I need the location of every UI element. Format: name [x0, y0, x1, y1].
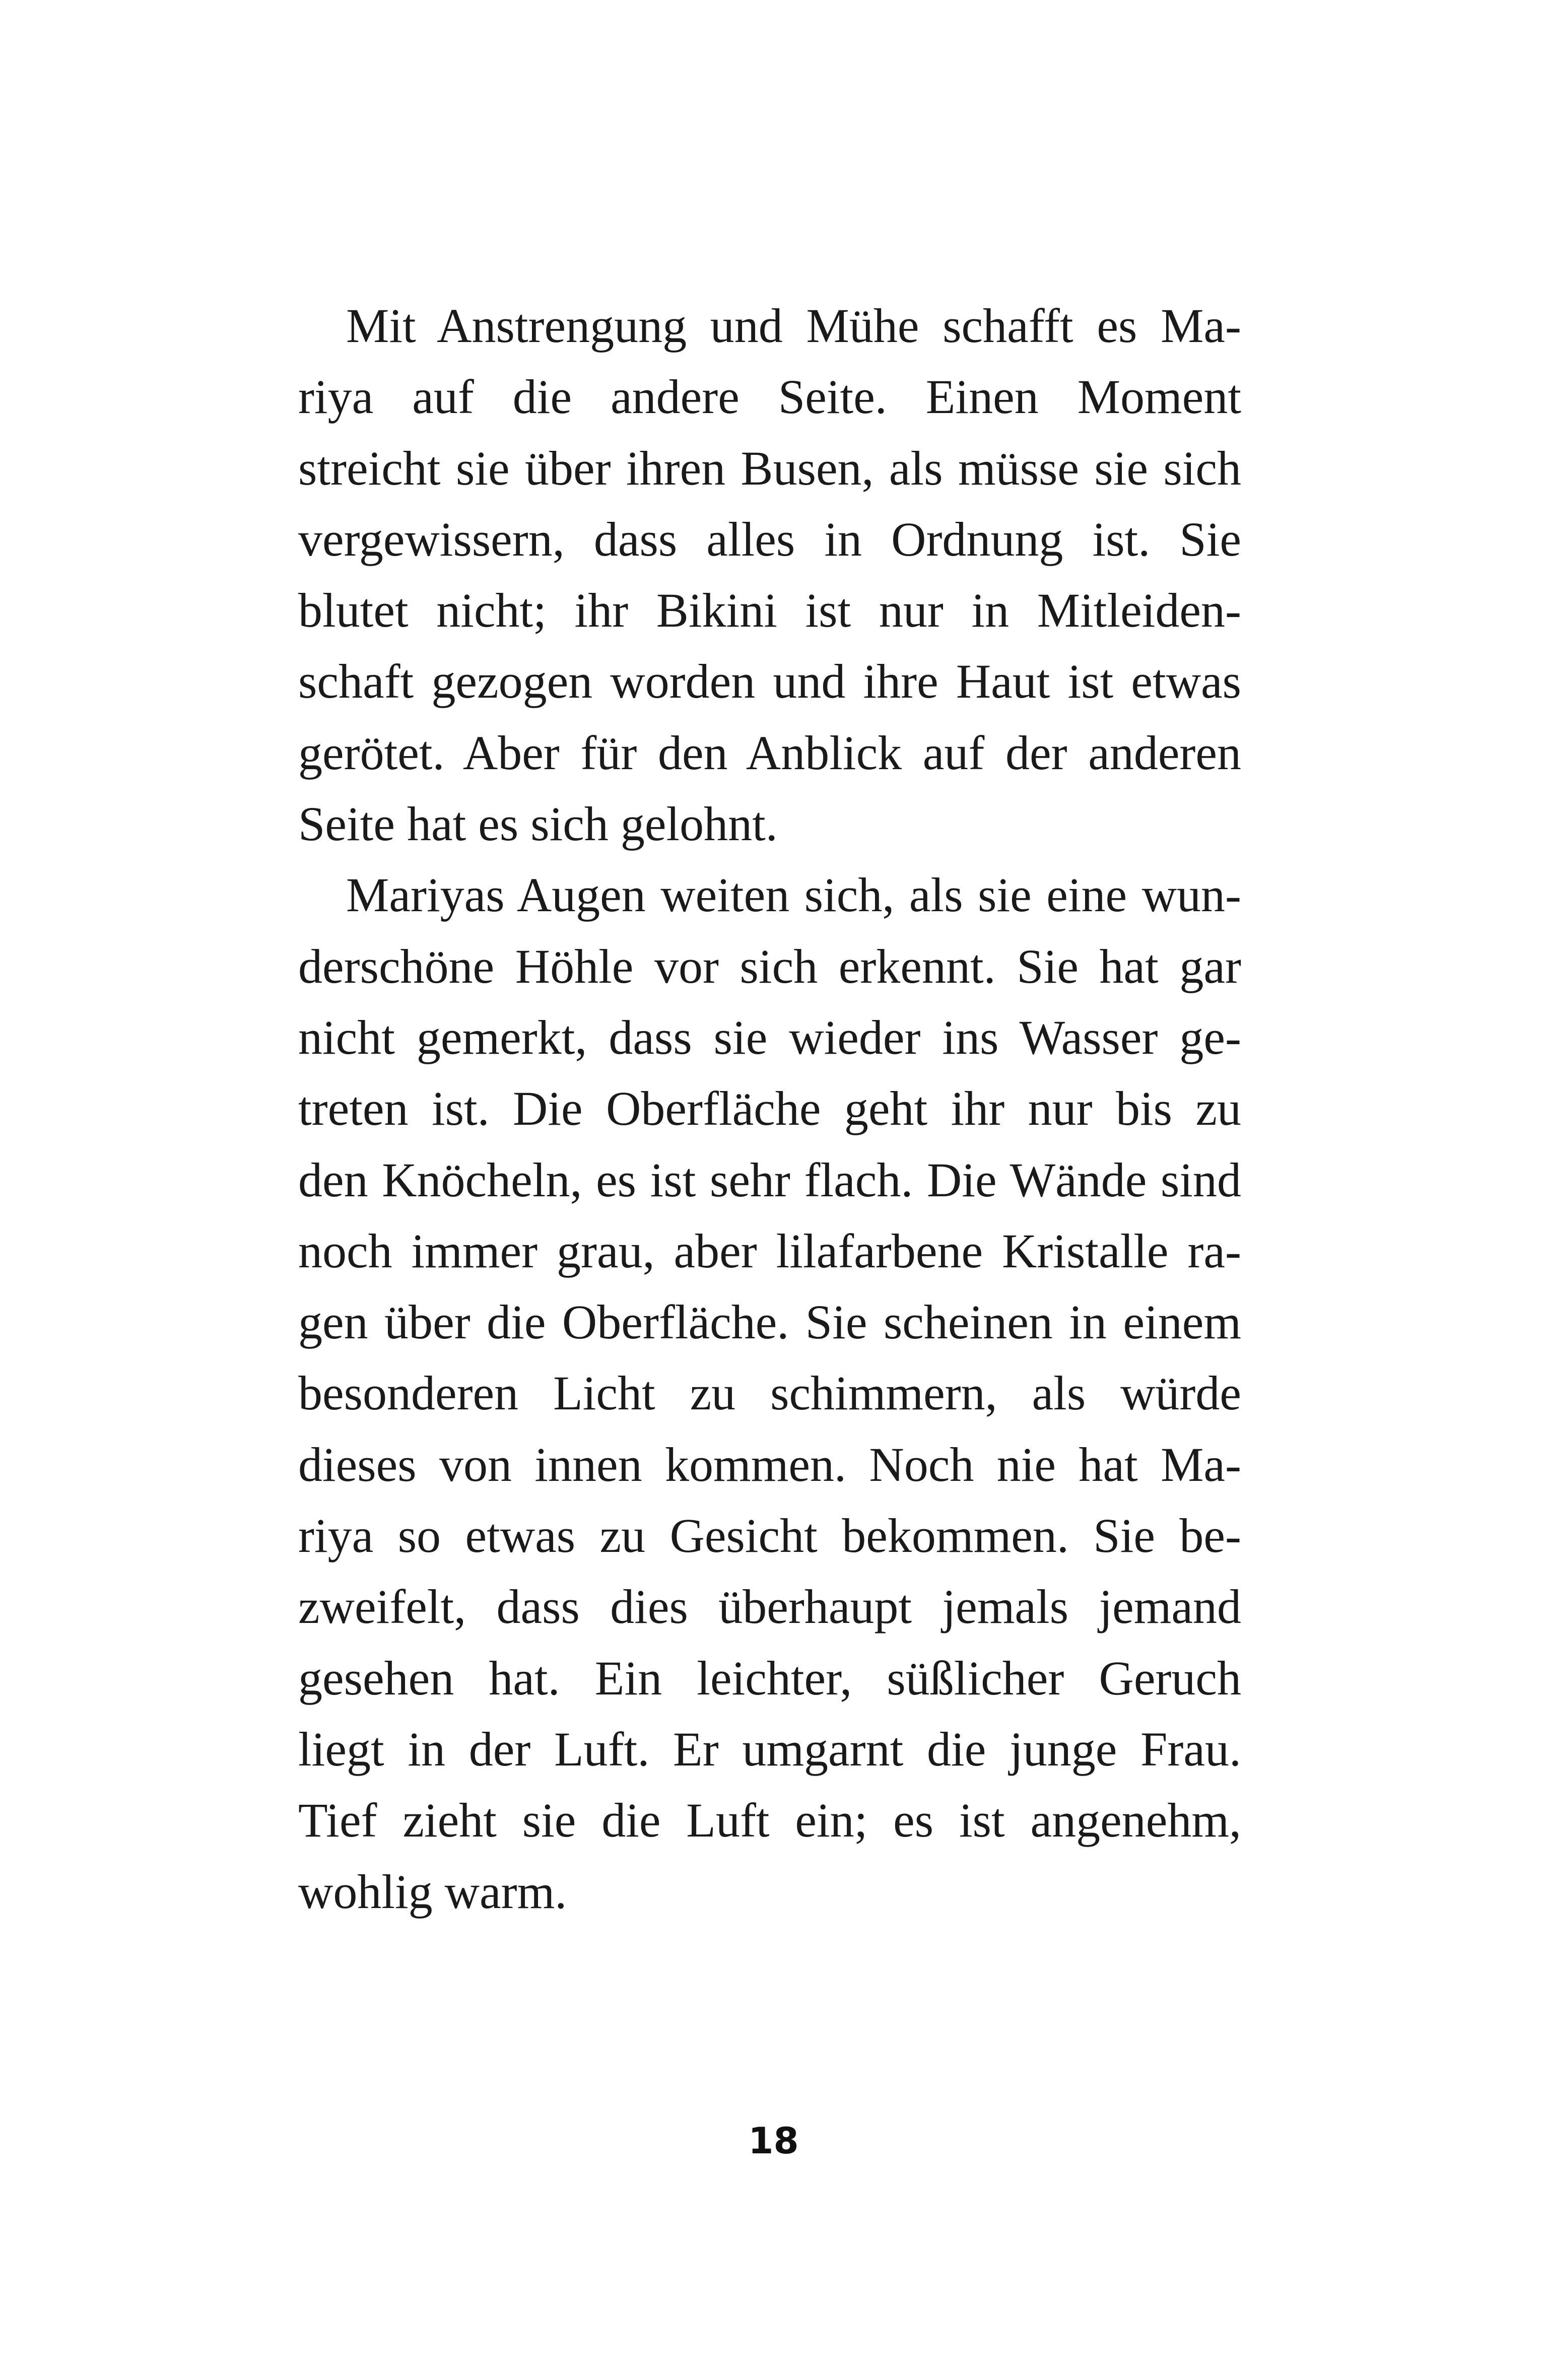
- text-line: wohlig warm.: [298, 1864, 567, 1919]
- text-line: schaft gezogen worden und ihre Haut ist etwas: [298, 654, 1241, 709]
- text-line: Mit Anstrengung und Mühe schafft es Ma-: [346, 299, 1241, 353]
- text-line: derschöne Höhle vor sich erkennt. Sie hat gar: [298, 939, 1241, 993]
- page-number: 18: [748, 2120, 799, 2162]
- text-line: nicht gemerkt, dass sie wieder ins Wasser ge-: [298, 1010, 1241, 1064]
- body-text: [298, 290, 1241, 1927]
- text-line: gesehen hat. Ein leichter, süßlicher Geruch: [298, 1651, 1241, 1705]
- text-line: zweifelt, dass dies überhaupt jemals jemand: [298, 1580, 1241, 1634]
- text-line: riya auf die andere Seite. Einen Moment: [298, 370, 1241, 424]
- text-line: Seite hat es sich gelohnt.: [298, 797, 778, 851]
- text-line: noch immer grau, aber lilafarbene Kristalle ra-: [298, 1223, 1241, 1278]
- text-line: streicht sie über ihren Busen, als müsse sie sich: [298, 441, 1241, 495]
- paragraph-2: [298, 859, 1241, 1927]
- text-line: vergewissern, dass alles in Ordnung ist. Sie: [298, 512, 1241, 566]
- text-line: Tief zieht sie die Luft ein; es ist angenehm,: [298, 1793, 1241, 1848]
- text-line: liegt in der Luft. Er umgarnt die junge Frau.: [298, 1722, 1241, 1776]
- text-line: Mariyas Augen weiten sich, als sie eine wun-: [346, 868, 1241, 922]
- paragraph-1: [298, 290, 1241, 859]
- text-line: besonderen Licht zu schimmern, als würde: [298, 1366, 1241, 1420]
- text-line: riya so etwas zu Gesicht bekommen. Sie be-: [298, 1509, 1241, 1563]
- text-line: gerötet. Aber für den Anblick auf der anderen: [298, 725, 1241, 780]
- text-line: gen über die Oberfläche. Sie scheinen in einem: [298, 1295, 1241, 1349]
- text-line: dieses von innen kommen. Noch nie hat Ma-: [298, 1437, 1241, 1491]
- text-line: treten ist. Die Oberfläche geht ihr nur bis zu: [298, 1081, 1241, 1136]
- text-line: blutet nicht; ihr Bikini ist nur in Mitleiden-: [298, 583, 1241, 638]
- text-line: den Knöcheln, es ist sehr flach. Die Wände sind: [298, 1152, 1241, 1207]
